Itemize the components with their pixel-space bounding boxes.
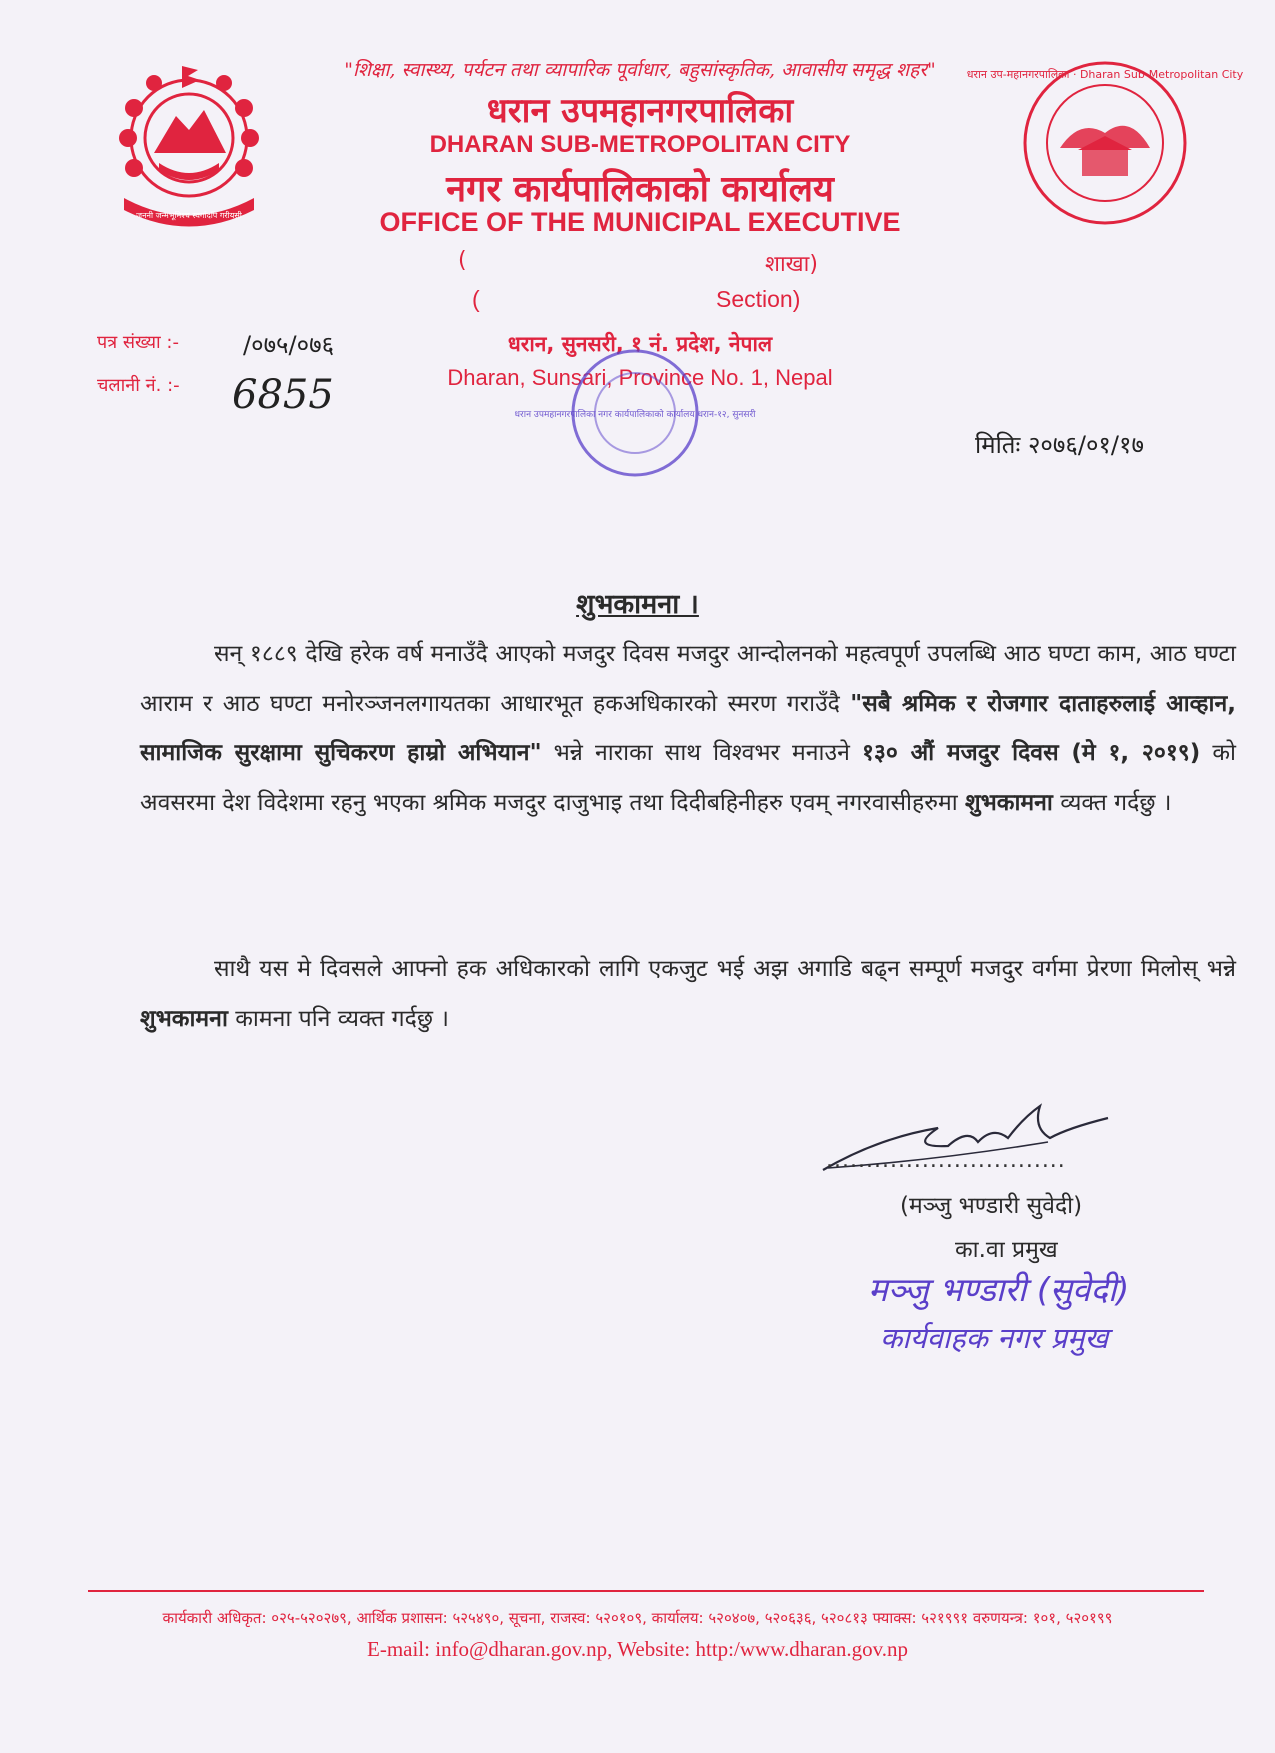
stamp-signatory-name: मञ्जु भण्डारी (सुवेदी) xyxy=(868,1270,1130,1309)
office-title-english: OFFICE OF THE MUNICIPAL EXECUTIVE xyxy=(379,207,901,237)
signatory-name: (मञ्जु भण्डारी सुवेदी) xyxy=(900,1193,1083,1219)
body-paragraph-2: साथै यस मे दिवसले आफ्नो हक अधिकारको लागि एकजुट भई अझ अगाडि बढ्न सम्पूर्ण मजदुर वर्गमा प्रेरणा मिलोस् भन्ने शुभकामना कामना पनि व्यक्त गर्दछु । xyxy=(140,956,1236,1032)
event-text: १३० औं मजदुर दिवस (मे १, २०१९) xyxy=(861,740,1201,766)
slogan-text: "सबै श्रमिक र रोजगार दाताहरुलाई आव्हान, सामाजिक सुरक्षामा सुचिकरण हाम्रो अभियान" xyxy=(140,690,1236,766)
stamp-text: धरान उपमहानगरपालिका नगर कार्यपालिकाको कार्यालय धरान-१२, सुनसरी xyxy=(514,410,756,420)
stamp-signatory-title: कार्यवाहक नगर प्रमुख xyxy=(880,1321,1109,1355)
city-title-english: DHARAN SUB-METROPOLITAN CITY xyxy=(429,131,851,158)
letter-subject: शुभकामना । xyxy=(576,589,699,620)
section-np-close: शाखा) xyxy=(765,252,818,277)
letter-number-label: पत्र संख्या :- xyxy=(97,332,179,353)
office-title-nepali: नगर कार्यपालिकाको कार्यालय xyxy=(446,169,834,210)
dispatch-number-label: चलानी नं. :- xyxy=(97,375,180,396)
section-en-close: Section) xyxy=(716,286,801,312)
emblem-motto: जननी जन्मभूमिश्च स्वर्गादपि गरीयसी xyxy=(136,211,242,220)
body-paragraph-1: सन् १८८९ देखि हरेक वर्ष मनाउँदै आएको मजदुर दिवस मजदुर आन्दोलनको महत्वपूर्ण उपलब्धि आठ घण्टा काम, आठ घण्टा आराम र आठ घण्टा मनोरञ्जनलगायतका आधारभूत हकअधिकारको स्मरण गराउँदै "सबै श्रमिक र रोजगार दाताहरुलाई आव्हान, सामाजिक सुरक्षामा सुचिकरण हाम्रो अभियान" भन्ने नाराका साथ विश्वभर मनाउने १३० औं मजदुर दिवस (मे १, २०१९) को अवसरमा देश विदेशमा रहनु भएका श्रमिक मजदुर दाजुभाइ तथा दिदीबहिनीहरु एवम् नगरवासीहरुमा शुभकामना व्यक्त गर्दछु । xyxy=(140,641,1236,816)
city-motto: "शिक्षा, स्वास्थ्य, पर्यटन तथा व्यापारिक पूर्वाधार, बहुसांस्कृतिक, आवासीय समृद्ध शहर" xyxy=(344,59,936,81)
dispatch-number-value: 6855 xyxy=(232,372,334,418)
section-en-open: ( xyxy=(472,286,480,312)
nepal-emblem-icon xyxy=(104,58,274,228)
city-title-nepali: धरान उपमहानगरपालिका xyxy=(486,91,794,131)
signature-line: .............................. xyxy=(826,1148,1066,1173)
seal-text: धरान उप-महानगरपालिका · Dharan Sub-Metropolitan City xyxy=(966,68,1244,81)
signatory-title: का.वा प्रमुख xyxy=(955,1237,1058,1263)
city-seal-icon xyxy=(966,58,1244,228)
address-nepali: धरान, सुनसरी, १ नं. प्रदेश, नेपाल xyxy=(507,332,773,356)
letter-date: मितिः २०७६/०१/१७ xyxy=(975,431,1144,459)
footer-phone-numbers: कार्यकारी अधिकृत: ०२५-५२०२७९, आर्थिक प्रशासन: ५२५४९०, सूचना, राजस्व: ५२०१०९, कार्यालय: ५२०४०७, ५२०६३६, ५२०८१३ फ्याक्स: ५२१९९१ वरुणयन्त्र: १०१, ५२०१९९ xyxy=(162,1609,1113,1627)
footer-divider xyxy=(88,1590,1204,1592)
section-np-open: ( xyxy=(458,248,467,273)
address-english: Dharan, Sunsari, Province No. 1, Nepal xyxy=(447,365,833,390)
footer-contact: E-mail: info@dharan.gov.np, Website: http:/www.dharan.gov.np xyxy=(367,1637,908,1661)
letter-number-value: /०७५/०७६ xyxy=(243,331,335,359)
